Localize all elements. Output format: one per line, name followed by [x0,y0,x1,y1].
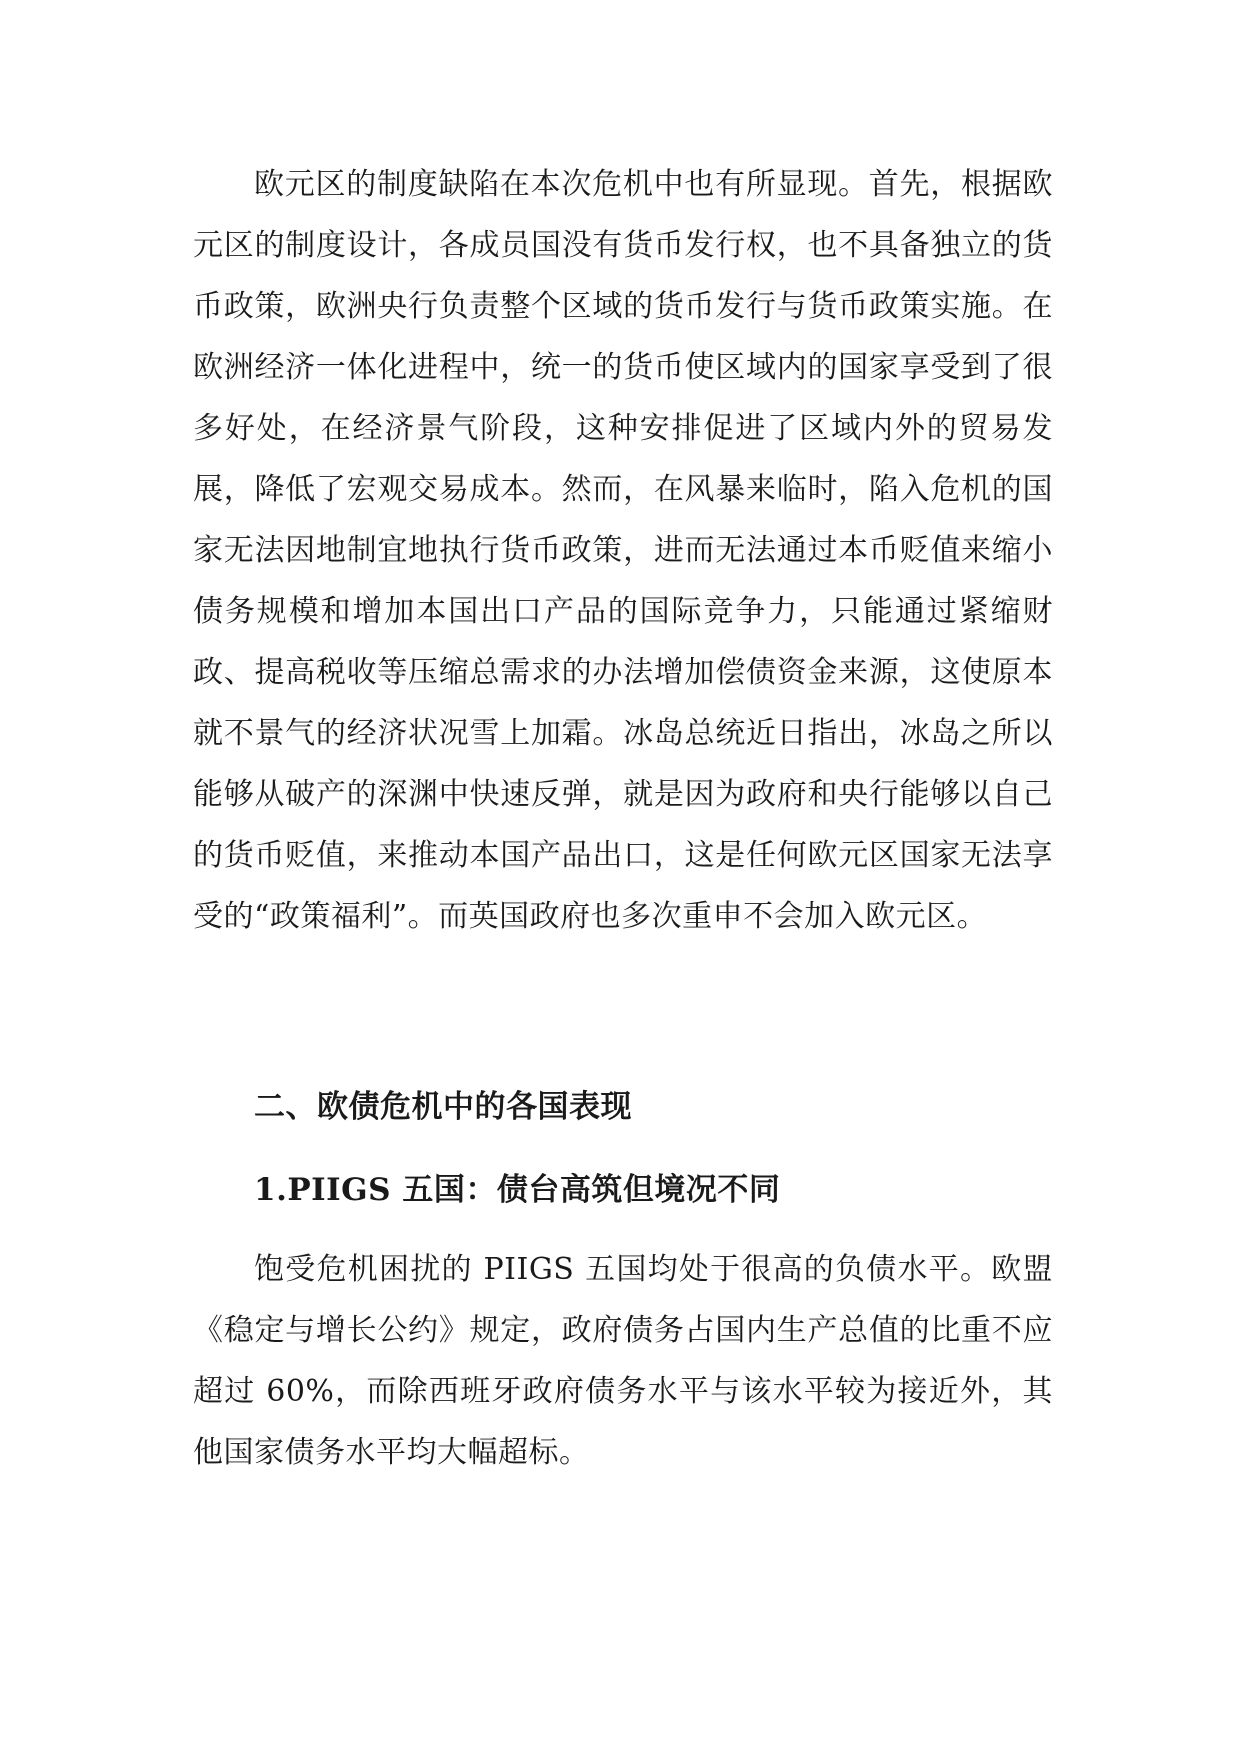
body-paragraph-eurozone-institutional-flaws: 欧元区的制度缺陷在本次危机中也有所显现。首先，根据欧元区的制度设计，各成员国没有货币发行权，也不具备独立的货币政策，欧洲央行负责整个区域的货币发行与货币政策实施。在欧洲经济一体化进程中，统一的货币使区域内的国家享受到了很多好处，在经济景气阶段，这种安排促进了区域内外的贸易发展，降低了宏观交易成本。然而，在风暴来临时，陷入危机的国家无法因地制宜地执行货币政策，进而无法通过本币贬值来缩小债务规模和增加本国出口产品的国际竞争力，只能通过紧缩财政、提高税收等压缩总需求的办法增加偿债资金来源，这使原本就不景气的经济状况雪上加霜。冰岛总统近日指出，冰岛之所以能够从破产的深渊中快速反弹，就是因为政府和央行能够以自己的货币贬值，来推动本国产品出口，这是任何欧元区国家无法享受的“政策福利”。而英国政府也多次重申不会加入欧元区。 [193,167,1053,934]
subsection-heading: 1.PIIGS 五国：债台高筑但境况不同 [254,1172,781,1208]
section-heading: 二、欧债危机中的各国表现 [254,1089,632,1125]
body-paragraph-piigs-debt: 饱受危机困扰的 PIIGS 五国均处于很高的负债水平。欧盟《稳定与增长公约》规定，政府债务占国内生产总值的比重不应超过 60%，而除西班牙政府债务水平与该水平较为接近外，其他国家债务水平均大幅超标。 [193,1252,1053,1470]
